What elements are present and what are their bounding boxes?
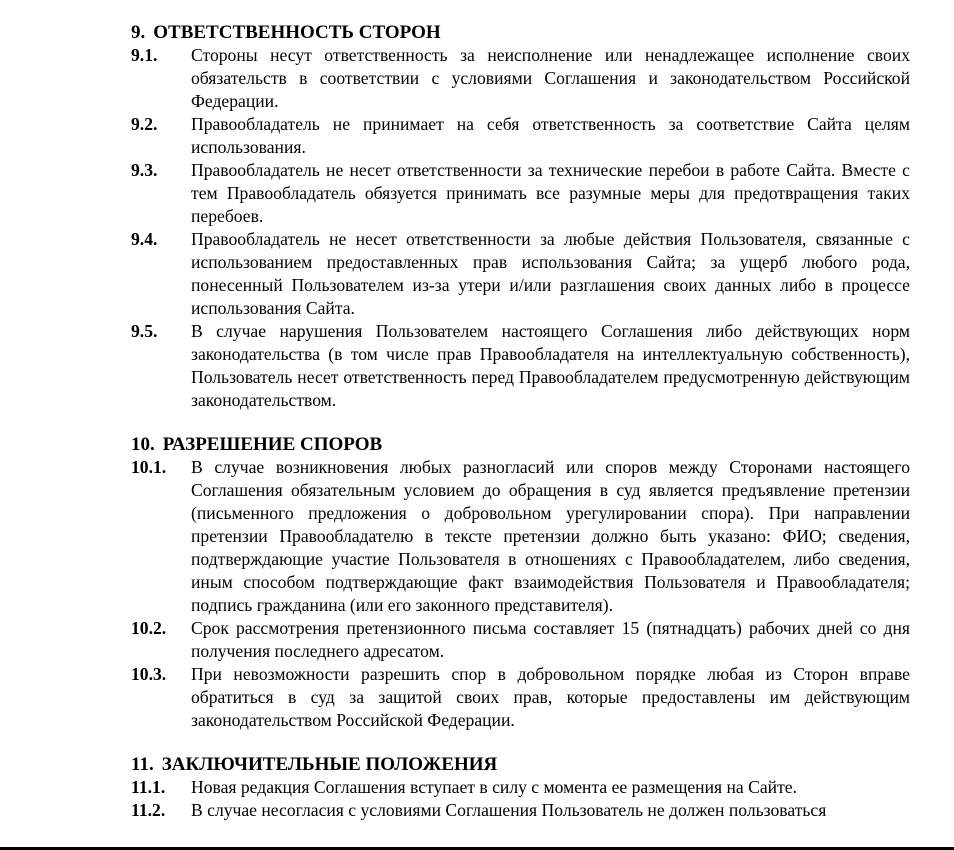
section-heading: [131, 433, 910, 456]
clause-9-4: [131, 228, 910, 320]
clause-number: 9.4.: [131, 229, 158, 249]
section-11: [131, 753, 910, 822]
section-number: 9.: [131, 22, 146, 43]
section-title: ОТВЕТСТВЕННОСТЬ СТОРОН: [153, 22, 441, 43]
section-10: [131, 433, 910, 732]
clause-10-1: [131, 456, 910, 617]
clause-11-1: [131, 776, 910, 799]
section-title: РАЗРЕШЕНИЕ СПОРОВ: [162, 434, 383, 455]
clause-9-2: [131, 113, 910, 159]
clause-9-5: [131, 320, 910, 412]
clause-text: Срок рассмотрения претензионного письма составляет 15 (пятнадцать) рабочих дней со дня получения последнего адресатом.: [191, 618, 910, 661]
clause-number: 10.1.: [131, 457, 167, 477]
section-number: 11.: [131, 754, 154, 775]
clause-10-3: [131, 663, 910, 732]
clause-text: В случае возникновения любых разногласий или споров между Сторонами настоящего Соглашения обязательным условием до обращения в суд является предъявление претензии (письменного предложения о добровольном урегулировании спора). При направлении претензии Правообладателю в тексте претензии должно быть указано: ФИО; сведения, подтверждающие участие Пользователя в отношениях с Правообладателем, либо сведения, иным способом подтверждающие факт взаимодействия Пользователя и Правообладателя; подпись гражданина (или его законного представителя).: [191, 457, 910, 615]
clause-text: Правообладатель не несет ответственности за любые действия Пользователя, связанные с использованием предоставленных прав использования Сайта; за ущерб любого рода, понесенный Пользователем из-за утери и/или разглашения своих данных либо в процессе использования Сайта.: [191, 229, 910, 318]
document-body: [131, 21, 910, 822]
clause-number: 11.1.: [131, 777, 166, 797]
section-number: 10.: [131, 434, 155, 455]
clause-text: В случае нарушения Пользователем настоящего Соглашения либо действующих норм законодательства (в том числе прав Правообладателя на интеллектуальную собственность), Пользователь несет ответственность перед Правообладателем предусмотренную действующим законодательством.: [191, 321, 910, 410]
clause-number: 9.2.: [131, 114, 158, 134]
clause-9-3: [131, 159, 910, 228]
clause-text: Правообладатель не принимает на себя ответственность за соответствие Сайта целям использования.: [191, 114, 910, 157]
clause-text: В случае несогласия с условиями Соглашения Пользователь не должен пользоваться: [191, 800, 827, 820]
clause-text: Стороны несут ответственность за неисполнение или ненадлежащее исполнение своих обязательств в соответствии с условиями Соглашения и законодательством Российской Федерации.: [191, 45, 910, 111]
section-heading: [131, 753, 910, 776]
clause-number: 9.1.: [131, 45, 158, 65]
section-9: [131, 21, 910, 412]
clause-10-2: [131, 617, 910, 663]
clause-text: Правообладатель не несет ответственности за технические перебои в работе Сайта. Вместе с тем Правообладатель обязуется принимать все разумные меры для предотвращения таких перебоев.: [191, 160, 910, 226]
section-title: ЗАКЛЮЧИТЕЛЬНЫЕ ПОЛОЖЕНИЯ: [161, 754, 498, 775]
clause-number: 10.3.: [131, 664, 167, 684]
clause-text: При невозможности разрешить спор в добровольном порядке любая из Сторон вправе обратиться в суд за защитой своих прав, которые предоставлены им действующим законодательством Российской Федерации.: [191, 664, 910, 730]
clause-11-2: [131, 799, 910, 822]
section-heading: [131, 21, 910, 44]
clause-number: 10.2.: [131, 618, 167, 638]
clause-text: Новая редакция Соглашения вступает в силу с момента ее размещения на Сайте.: [191, 777, 797, 797]
clause-number: 9.5.: [131, 321, 158, 341]
clause-number: 11.2.: [131, 800, 166, 820]
clause-number: 9.3.: [131, 160, 158, 180]
clause-9-1: [131, 44, 910, 113]
